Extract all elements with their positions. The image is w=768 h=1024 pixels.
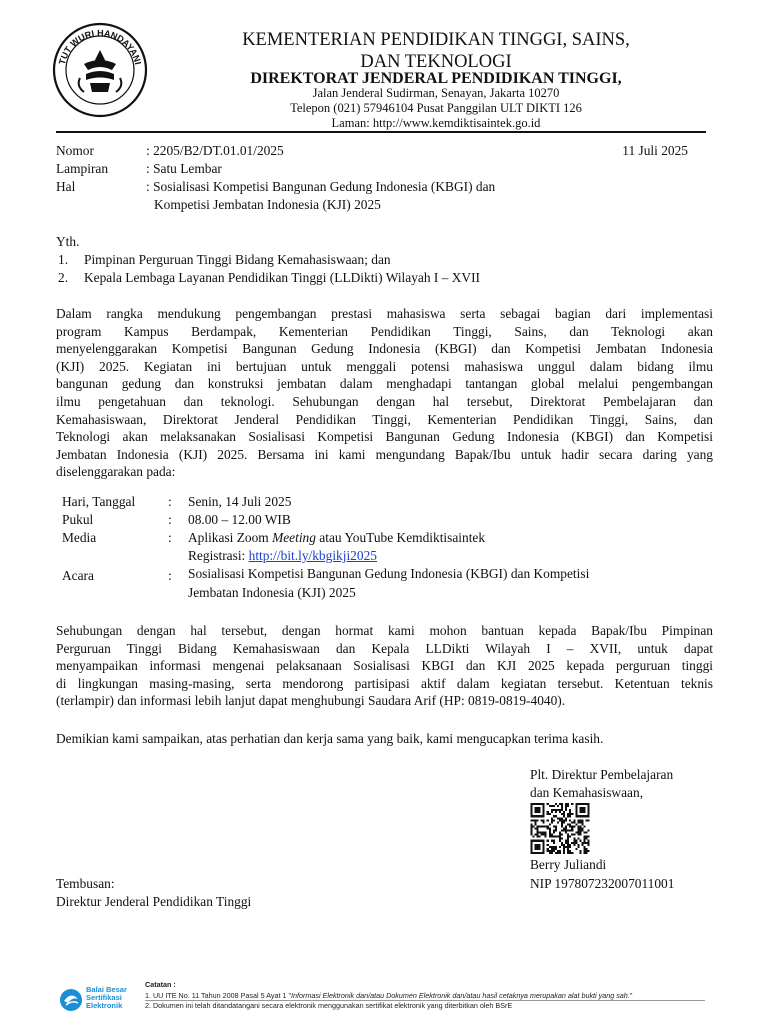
hal-value-line2: Kompetisi Jembatan Indonesia (KJI) 2025 bbox=[154, 197, 381, 212]
paragraph-line: program Kampus Berdampak, Kementerian Pendidikan Tinggi, Sains, dan Teknologi akan bbox=[56, 323, 713, 339]
paragraph-line: menyampaikan informasi mengenai pelaksanaan Sosialisasi KBGI dan KJI 2025 kepada perguruan tinggi bbox=[56, 658, 713, 674]
paragraph-line: Dalam rangka mendukung pengembangan prestasi mahasiswa serta sebagai bagian dari implementasi bbox=[56, 306, 713, 321]
bsre-text-line: Balai Besar bbox=[86, 985, 127, 994]
website: Laman: http://www.kemdiktisaintek.go.id bbox=[331, 116, 541, 130]
bsre-emblem-icon bbox=[58, 987, 84, 1013]
paragraph-line: (terlampir) dan informasi lebih lanjut dapat menghubungi Saudara Arif (HP: 0819-0819-4040). bbox=[56, 693, 566, 709]
footer-note-1: 1. UU ITE No. 11 Tahun 2008 Pasal 5 Ayat 1 "Informasi Elektronik dan/atau Dokumen Elektronik dan/atau hasil cetaknya merupakan alat bukti yang sah." bbox=[145, 991, 633, 1000]
phone: Telepon (021) 57946104 Pusat Panggilan ULT DIKTI 126 bbox=[290, 101, 582, 115]
nomor-label: Nomor bbox=[56, 143, 94, 158]
bsre-logo bbox=[58, 984, 140, 1016]
schedule-media-label: Media bbox=[62, 530, 97, 545]
paragraph-line: diselenggarakan pada: bbox=[56, 464, 176, 480]
registration-link[interactable]: http://bit.ly/kbgikji2025 bbox=[248, 548, 377, 563]
recipient-item: Pimpinan Perguruan Tinggi Bidang Kemahasiswaan; dan bbox=[84, 252, 391, 267]
footer-catatan-label: Catatan : bbox=[145, 980, 176, 989]
lampiran-label: Lampiran bbox=[56, 161, 109, 176]
tut-wuri-handayani-logo bbox=[50, 20, 150, 120]
paragraph-line: Teknologi akan melaksanakan Sosialisasi Kompetisi Bangunan Gedung Indonesia (KBGI) dan Kompetisi bbox=[56, 429, 713, 445]
letter-date: 11 Juli 2025 bbox=[622, 143, 688, 158]
schedule-time-value: 08.00 – 12.00 WIB bbox=[188, 512, 291, 527]
footer-notes bbox=[145, 980, 745, 1010]
svg-text:TUT WURI HANDAYANI: TUT WURI HANDAYANI bbox=[56, 27, 144, 66]
tembusan-item: Direktur Jenderal Pendidikan Tinggi bbox=[56, 894, 252, 909]
recipient-item: Kepala Lembaga Layanan Pendidikan Tinggi (LLDikti) Wilayah I – XVII bbox=[84, 270, 480, 285]
schedule-colon: : bbox=[168, 494, 172, 509]
paragraph-line: Perguruan Tinggi Bidang Kemahasiswaan dan Kepala LLDikti Wilayah I – XVII, untuk dapat bbox=[56, 640, 713, 656]
qr-code-icon bbox=[530, 803, 590, 854]
paragraph-line: bangunan gedung dan konstruksi jembatan dalam menghadapi tantangan global melalui pengembangan bbox=[56, 376, 713, 392]
body-paragraph-intro bbox=[56, 305, 713, 481]
recipient-number: 2. bbox=[58, 270, 69, 285]
paragraph-line: (KJI) 2025. Kegiatan ini bertujuan untuk menggali potensi mahasiswa unggul dalam bidang ilmu bbox=[56, 358, 713, 374]
paragraph-line: menyelenggarakan Kompetisi Bangunan Gedung Indonesia (KBGI) dan Kompetisi Jembatan Indonesia bbox=[56, 341, 713, 357]
bsre-text-line: Elektronik bbox=[86, 1001, 123, 1011]
paragraph-line: Kemahasiswaan, Direktorat Jenderal Pendidikan Tinggi, Kementerian Pendidikan Tinggi, Sains, dan bbox=[56, 411, 713, 427]
signatory-title-line1: Plt. Direktur Pembelajaran bbox=[530, 767, 674, 782]
paragraph-line: di lingkungan masing-masing, serta mendorong partisipasi aktif dalam kegiatan tersebut. Ketentuan teknis bbox=[56, 675, 713, 691]
footer-divider bbox=[145, 1000, 705, 1001]
schedule-colon: : bbox=[168, 512, 172, 527]
schedule-event-value-line1: Sosialisasi Kompetisi Bangunan Gedung Indonesia (KBGI) dan Kompetisi bbox=[188, 566, 590, 581]
schedule-day-label: Hari, Tanggal bbox=[62, 494, 136, 509]
directorate-name: DIREKTORAT JENDERAL PENDIDIKAN TINGGI, bbox=[250, 70, 622, 87]
signatory-title-line2: dan Kemahasiswaan, bbox=[530, 785, 644, 800]
signatory-name: Berry Juliandi bbox=[530, 857, 607, 872]
schedule-colon: : bbox=[168, 568, 172, 583]
schedule-event-value-line2: Jembatan Indonesia (KJI) 2025 bbox=[188, 585, 356, 600]
ministry-name-line2: DAN TEKNOLOGI bbox=[360, 52, 512, 72]
signatory-nip: NIP 197807232007011001 bbox=[530, 876, 675, 891]
schedule-time-label: Pukul bbox=[62, 512, 94, 527]
paragraph-line: Sehubungan dengan hal tersebut, dengan hormat kami mohon bantuan kepada Bapak/Ibu Pimpinan bbox=[56, 623, 713, 638]
ministry-name-line1: KEMENTERIAN PENDIDIKAN TINGGI, SAINS, bbox=[242, 30, 630, 50]
schedule-registration: Registrasi: http://bit.ly/kbgikji2025 bbox=[188, 548, 377, 563]
body-paragraph-request bbox=[56, 622, 713, 710]
schedule-day-value: Senin, 14 Juli 2025 bbox=[188, 494, 292, 509]
address: Jalan Jenderal Sudirman, Senayan, Jakarta 10270 bbox=[312, 86, 560, 100]
nomor-value: : 2205/B2/DT.01.01/2025 bbox=[146, 143, 284, 158]
letterhead-divider bbox=[56, 131, 706, 133]
schedule-event-label: Acara bbox=[62, 568, 94, 583]
closing-sentence: Demikian kami sampaikan, atas perhatian dan kerja sama yang baik, kami mengucapkan terima kasih. bbox=[56, 731, 604, 746]
hal-label: Hal bbox=[56, 179, 76, 194]
greeting: Yth. bbox=[56, 234, 80, 249]
schedule-colon: : bbox=[168, 530, 172, 545]
hal-value-line1: : Sosialisasi Kompetisi Bangunan Gedung Indonesia (KBGI) dan bbox=[146, 179, 496, 194]
lampiran-value: : Satu Lembar bbox=[146, 161, 222, 176]
paragraph-line: ilmu pengetahuan dan teknologi. Sehubungan dengan hal tersebut, Direktorat Pembelajaran dan bbox=[56, 393, 713, 409]
tembusan-label: Tembusan: bbox=[56, 876, 115, 891]
footer-note-2: 2. Dokumen ini telah ditandatangani secara elektronik menggunakan sertifikat elektronik yang diterbitkan oleh BSrE bbox=[145, 1000, 513, 1010]
paragraph-line: Jembatan Indonesia (KJI) 2025. Bersama ini kami mengundang Bapak/Ibu untuk hadir secara daring yang bbox=[56, 446, 713, 462]
schedule-media-value: Aplikasi Zoom Meeting atau YouTube Kemdiktisaintek bbox=[188, 530, 486, 545]
bsre-text-line: Sertifikasi bbox=[86, 993, 122, 1003]
recipient-number: 1. bbox=[58, 252, 69, 267]
